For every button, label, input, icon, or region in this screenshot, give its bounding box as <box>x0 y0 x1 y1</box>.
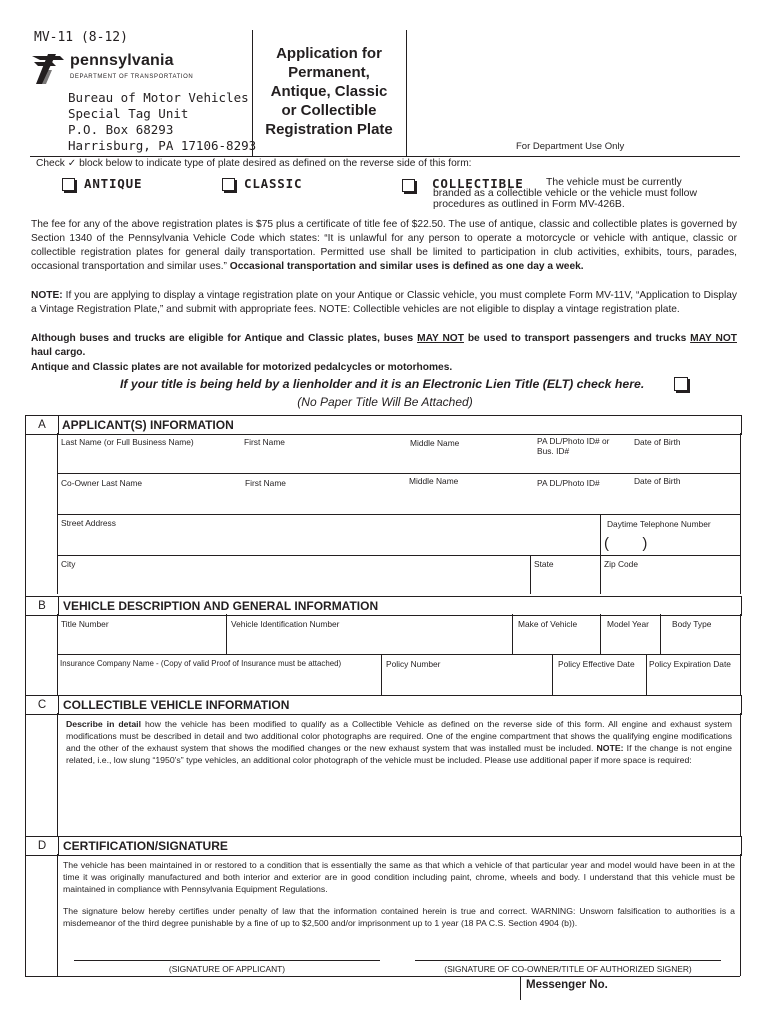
section-a-header <box>25 415 742 435</box>
applicant-signature-label: (SIGNATURE OF APPLICANT) <box>168 964 286 974</box>
check-instruction: Check ✓ block below to indicate type of plate desired as defined on the reverse side of this form: <box>36 158 472 169</box>
policy-number-label: Policy Number <box>386 659 441 669</box>
section-d-letter: D <box>26 837 59 855</box>
section-d-left-border <box>57 854 58 976</box>
row-a3-bottom <box>57 555 740 556</box>
pa-dl-field[interactable] <box>534 456 630 472</box>
applicant-signature-line <box>74 960 380 961</box>
applicant-signature-field[interactable] <box>74 930 380 959</box>
section-a-title: APPLICANT(S) INFORMATION <box>62 418 234 432</box>
middle-name-field[interactable] <box>406 450 534 472</box>
section-b-header <box>25 596 742 616</box>
note-paragraph: NOTE: If you are applying to display a vintage registration plate on your Antique or Classic vehicle, you must complete Form MV-11V, “Application to Display a Vintage Registration Plate,” and submit with appropriate fees. NOTE: Collectible vehicles are not eligible to display a vintage registration plate. <box>31 290 737 315</box>
warning-text: The signature below hereby certifies under penalty of law that the information contained herein is true and correct. WARNING: Unsworn falsification to authorities is a misdemeanor of the third degree punishable by a fine of up to $2,500 and/or imprisonment up to 1 year (18 PA C.S. Section 4904 (b)). <box>63 906 735 928</box>
phone-area-code: ( ) <box>604 535 648 552</box>
row-a1-bottom <box>57 473 740 474</box>
policy-eff-divider <box>552 654 553 695</box>
co-owner-first-name-label: First Name <box>245 478 286 488</box>
penndot-logo <box>30 50 200 88</box>
section-a-letter: A <box>26 416 59 434</box>
mailing-address <box>68 90 256 154</box>
co-owner-signature-line <box>415 960 721 961</box>
address-line-2: Special Tag Unit <box>68 106 189 121</box>
classic-label: CLASSIC <box>244 176 303 191</box>
first-name-field[interactable] <box>240 450 405 472</box>
section-b-right-border <box>740 614 741 695</box>
form-title: Application for Permanent, Antique, Classic or Collectible Registration Plate <box>265 45 393 138</box>
agency-name: pennsylvania <box>70 52 174 69</box>
policy-exp-divider <box>646 654 647 695</box>
dob-field[interactable] <box>630 450 738 472</box>
section-c-header <box>25 695 742 715</box>
row-a2-bottom <box>57 514 740 515</box>
state-divider <box>530 555 531 594</box>
header-divider-right <box>406 30 407 156</box>
agency-department: DEPARTMENT OF TRANSPORTATION <box>70 74 194 80</box>
fee-paragraph: The fee for any of the above registration plates is $75 plus a certificate of title fee of $22.50. The use of antique, classic and collectible plates is governed by Section 1340 of the Pennsylvania Vehicle Code which states: “It is unlawful for any person to operate a motorcycle or vehicle with antique, classic or collectible registration plates for general daily transportation. Permitted use shall be limited to participation in club activities, exhibits, tours, parades, occasional transportation and similar uses.” Occasional transportation and similar uses is defined as one day a week. <box>31 219 737 272</box>
collectible-description: Describe in detail how the vehicle has been modified to qualify as a Collectible Vehicle as defined on the reverse side of this form. All engine and exhaust system modifications must be described in detail and two additional color photographs are required. One of the engine compartment that shows the qualifying engine modifications and the other of the exhaust system that shows the modified changes or the new exhaust system that was installed must be included. NOTE: If the change is not engine related, i.e., low slung “1950’s” type vehicles, an additional color photograph of the vehicle must be included. Please use additional paper if more space is required: <box>66 719 733 765</box>
section-a-right-border <box>740 433 741 594</box>
make-divider <box>512 614 513 654</box>
antique-label: ANTIQUE <box>84 176 143 191</box>
section-d-letter-column <box>25 836 26 976</box>
body-type-label: Body Type <box>672 619 712 629</box>
policy-effective-label: Policy Effective Date <box>558 659 635 669</box>
form-number: MV-11 (8-12) <box>34 30 128 45</box>
section-b-letter-column <box>25 596 26 695</box>
vin-divider <box>226 614 227 654</box>
section-c-right-border <box>740 713 741 836</box>
middle-name-label: Middle Name <box>410 438 460 448</box>
phone-divider <box>600 514 601 594</box>
section-d-bottom <box>25 976 740 977</box>
address-line-3: P.O. Box 68293 <box>68 122 174 137</box>
section-b-title: VEHICLE DESCRIPTION AND GENERAL INFORMATION <box>63 599 379 613</box>
insurance-label: Insurance Company Name - (Copy of valid Proof of Insurance must be attached) <box>60 659 342 668</box>
make-label: Make of Vehicle <box>518 619 578 629</box>
vin-label: Vehicle Identification Number <box>231 619 340 629</box>
policy-expiration-label: Policy Expiration Date <box>649 659 731 669</box>
section-c-letter-column <box>25 695 26 836</box>
buses-paragraph: Although buses and trucks are eligible for Antique and Classic plates, buses MAY NOT be used to transport passengers and trucks MAY NOT haul cargo. <box>31 333 737 358</box>
co-owner-middle-name-label: Middle Name <box>409 476 459 486</box>
header-bottom-rule <box>30 156 740 157</box>
co-owner-signature-field[interactable] <box>415 930 721 959</box>
policy-number-divider <box>381 654 382 695</box>
city-field[interactable] <box>58 570 528 594</box>
street-address-label: Street Address <box>61 518 116 528</box>
collectible-label: COLLECTIBLE <box>432 176 524 191</box>
title-number-field[interactable] <box>58 630 224 652</box>
first-name-label: First Name <box>244 437 285 447</box>
phone-label: Daytime Telephone Number <box>607 519 711 529</box>
zip-label: Zip Code <box>604 559 638 569</box>
state-label: State <box>534 559 554 569</box>
co-owner-pa-dl-label: PA DL/Photo ID# <box>537 478 600 488</box>
classic-checkbox[interactable] <box>222 178 235 191</box>
co-owner-signature-label: (SIGNATURE OF CO-OWNER/TITLE OF AUTHORIZED SIGNER) <box>444 964 692 974</box>
vin-field[interactable] <box>228 630 510 652</box>
collectible-checkbox[interactable] <box>402 179 415 192</box>
collectible-note: The vehicle must be currently branded as a collectible vehicle or the vehicle must follow procedures as outlined in Form MV-426B. <box>433 177 697 210</box>
section-d-right-border <box>740 854 741 976</box>
motorized-paragraph: Antique and Classic plates are not available for motorized pedalcycles or motorhomes. <box>31 362 453 373</box>
section-b-letter: B <box>26 597 59 615</box>
section-c-title: COLLECTIBLE VEHICLE INFORMATION <box>63 698 290 712</box>
section-c-letter: C <box>26 696 59 714</box>
collectible-description-field[interactable] <box>58 782 738 834</box>
keystone-logo-icon <box>30 50 66 88</box>
title-number-label: Title Number <box>61 619 109 629</box>
address-line-4: Harrisburg, PA 17106-8293 <box>68 138 257 153</box>
antique-checkbox[interactable] <box>62 178 75 191</box>
messenger-divider <box>520 976 521 1000</box>
elt-checkbox[interactable] <box>674 377 688 391</box>
dept-use-label: For Department Use Only <box>516 141 625 152</box>
no-paper-note: (No Paper Title Will Be Attached) <box>297 395 473 409</box>
city-label: City <box>61 559 76 569</box>
last-name-label: Last Name (or Full Business Name) <box>61 437 194 447</box>
section-d-header <box>25 836 742 856</box>
insurance-field[interactable] <box>58 670 378 692</box>
section-a-letter-column <box>25 415 26 596</box>
elt-statement: If your title is being held by a lienholder and it is an Electronic Lien Title (ELT) check here. <box>120 377 645 391</box>
address-line-1: Bureau of Motor Vehicles <box>68 90 249 105</box>
last-name-field[interactable] <box>58 450 238 472</box>
body-type-divider <box>660 614 661 654</box>
pa-dl-label: PA DL/Photo ID# or Bus. ID# <box>537 436 610 456</box>
section-d-title: CERTIFICATION/SIGNATURE <box>63 839 228 853</box>
dob-label: Date of Birth <box>634 437 681 447</box>
messenger-label: Messenger No. <box>526 979 608 991</box>
co-owner-dob-label: Date of Birth <box>634 476 681 486</box>
model-year-divider <box>600 614 601 654</box>
row-b1-bottom <box>57 654 740 655</box>
street-address-field[interactable] <box>58 530 598 554</box>
model-year-label: Model Year <box>607 619 649 629</box>
certification-text: The vehicle has been maintained in or restored to a condition that is essentially the same as that which a vehicle of that particular year and model would have been in at the time it was originally manufactured and both interior and exterior are in good condition including paint, chrome, wheels and body. I understand that this vehicle must be maintained in compliance with Pennsylvania Equipment Regulations. <box>63 860 735 894</box>
co-owner-last-name-label: Co-Owner Last Name <box>61 478 142 488</box>
